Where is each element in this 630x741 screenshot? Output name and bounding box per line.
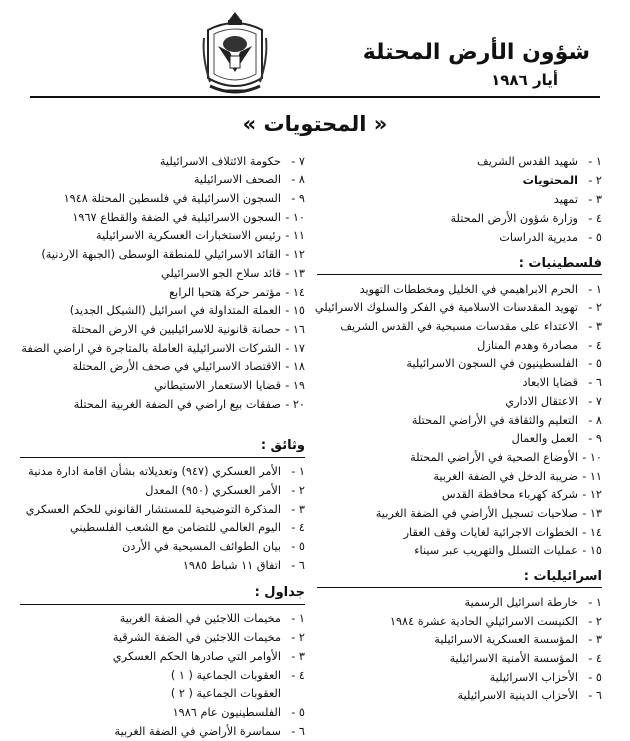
item-text: اتفاق ١١ شباط ١٩٨٥ (182, 558, 281, 572)
item-number: ١ - (588, 596, 602, 609)
item-number: ٩ - (588, 432, 602, 446)
palestinians-list (314, 280, 602, 560)
item-text: الاعتقال الاداري (505, 394, 578, 408)
item-number: ٥ - (588, 670, 602, 684)
left-column (20, 152, 305, 741)
item-number: ٦ - (588, 376, 602, 390)
item-text: السجون الاسرائيلية في فلسطين المحتلة ١٩٤٨ (63, 192, 281, 206)
item-number: ١ - (291, 612, 305, 626)
item-number: ١٣ - (285, 266, 305, 280)
list-item[interactable] (317, 430, 602, 449)
item-text: حكومة الائتلاف الاسرائيلية (159, 154, 281, 168)
item-number: ٢ - (291, 631, 305, 645)
list-item[interactable] (20, 171, 305, 190)
list-item[interactable] (20, 245, 305, 264)
item-number: ٦ - (291, 558, 305, 572)
item-text: مؤتمر حركة هتحيا الرابع (169, 285, 281, 299)
item-text: شركة كهرباء محافظة القدس (441, 488, 578, 502)
list-item[interactable] (20, 189, 305, 208)
item-text: الصحف الاسرائيلية (193, 173, 281, 187)
section-heading-tables: جداول : (254, 585, 305, 601)
list-item[interactable] (20, 339, 305, 358)
item-text: الفلسطينيون عام ١٩٨٦ (172, 705, 281, 719)
list-item[interactable] (20, 320, 305, 339)
right-column (314, 152, 602, 705)
item-text: تهويد المقدسات الاسلامية في الفكر والسلوك الاسرائيلي (314, 301, 578, 315)
list-item[interactable] (20, 208, 305, 227)
publication-title: شؤون الأرض المحتلة (362, 40, 590, 65)
list-item[interactable] (20, 537, 305, 556)
list-item[interactable] (20, 264, 305, 283)
item-number: ٨ - (291, 173, 305, 187)
list-item[interactable] (317, 355, 602, 374)
section-heading-israeli: اسرائيليات : (523, 568, 602, 584)
list-item[interactable] (317, 228, 602, 247)
item-text: الحرم الابراهيمي في الخليل ومخططات التهويد (359, 282, 578, 296)
list-item[interactable] (317, 504, 602, 523)
item-number: ٣ - (588, 192, 602, 206)
section-heading-palestinians: فلسطينيات : (518, 255, 602, 271)
item-number: ٤ - (588, 652, 602, 666)
item-number: ١١ - (582, 469, 602, 483)
list-item[interactable] (317, 668, 602, 687)
list-item[interactable] (317, 392, 602, 411)
item-number: ١٣ - (582, 506, 602, 520)
coat-of-arms-emblem (200, 8, 270, 100)
item-text: الأوامر التي صادرها الحكم العسكري (112, 649, 281, 663)
item-text: الكنيست الاسرائيلي الحادية عشرة ١٩٨٤ (389, 614, 578, 628)
list-item[interactable] (317, 171, 602, 190)
list-item[interactable] (20, 302, 305, 321)
item-text: مخيمات اللاجئين في الضفة الشرقية (112, 631, 281, 645)
publication-date: أيار ١٩٨٦ (491, 71, 558, 89)
item-number: ١٤ - (285, 285, 305, 299)
item-text: الفلسطينيون في السجون الاسرائيلية (406, 357, 578, 371)
item-number: ٤ - (588, 211, 602, 225)
item-text: سماسرة الأراضي في الضفة الغربية (114, 724, 281, 738)
list-item[interactable] (317, 687, 602, 706)
list-item[interactable] (317, 486, 602, 505)
item-number: ٣ - (588, 633, 602, 647)
list-item[interactable] (20, 703, 305, 722)
list-item[interactable] (20, 481, 305, 500)
list-item[interactable] (20, 722, 305, 741)
item-text: الخطوات الاجرائية لغايات وقف العقار (403, 525, 578, 539)
list-item[interactable] (317, 542, 602, 561)
list-item[interactable] (317, 523, 602, 542)
item-text: العقوبات الجماعية ( ٢ ) (170, 687, 281, 701)
list-item[interactable] (317, 411, 602, 430)
item-text: السجون الاسرائيلية في الضفة والقطاع ١٩٦٧ (72, 210, 281, 224)
list-item[interactable] (317, 612, 602, 631)
item-number: ١٥ - (582, 544, 602, 558)
item-number: ١ - (588, 282, 602, 296)
item-text: مديرية الدراسات (499, 230, 578, 244)
item-number: ٧ - (588, 394, 602, 408)
item-text: صلاحيات تسجيل الأراضي في الضفة الغربية (375, 506, 578, 520)
israeli-list (317, 593, 602, 705)
item-number: ١٥ - (285, 304, 305, 318)
item-text: الشركات الاسرائيلية العاملة بالمتاجرة في اراضي الضفة (21, 341, 281, 355)
list-item[interactable] (317, 209, 602, 228)
list-item[interactable] (20, 556, 305, 575)
item-text: الأمر العسكري (٩٤٧) وتعديلاته بشأن اقامة ادارة مدنية (28, 465, 281, 479)
item-text: حصانة قانونية للاسرائيليين في الارض المحتلة (71, 322, 281, 336)
item-text: الأوضاع الصحية في الأراضي المحتلة (410, 450, 578, 464)
list-item[interactable] (317, 649, 602, 668)
item-text: مصادرة وهدم المنازل (477, 338, 578, 352)
item-text: الاعتداء على مقدسات مسيحية في القدس الشريف (340, 320, 578, 334)
item-text: بيان الطوائف المسيحية في الأردن (122, 540, 281, 554)
item-number: ٨ - (588, 413, 602, 427)
item-text: وزارة شؤون الأرض المحتلة (450, 211, 578, 225)
item-text: تمهيد (553, 192, 578, 206)
section-rule (20, 604, 305, 605)
item-number: ٥ - (588, 230, 602, 244)
item-text: رئيس الاستخبارات العسكرية الاسرائيلية (96, 229, 281, 243)
item-number: ١٩ - (285, 378, 305, 392)
section-rule (317, 274, 602, 275)
item-text: ضريبة الدخل في الضفة الغربية (433, 469, 578, 483)
item-text: عمليات التسلل والتهريب عبر سيناء (414, 544, 578, 558)
list-item[interactable] (20, 500, 305, 519)
item-text: مخيمات اللاجئين في الضفة الغربية (119, 612, 281, 626)
item-text: خارطة اسرائيل الرسمية (464, 596, 578, 609)
list-item[interactable] (317, 467, 602, 486)
item-number: ١٠ - (285, 210, 305, 224)
list-item[interactable] (317, 593, 602, 612)
item-number: ١٧ - (285, 341, 305, 355)
item-text: العقوبات الجماعية ( ١ ) (170, 668, 281, 682)
item-number: ٢ - (588, 614, 602, 628)
item-text: المؤسسة العسكرية الاسرائيلية (434, 633, 578, 647)
list-item[interactable] (20, 628, 305, 647)
israeli-continued-list (20, 152, 305, 414)
list-item[interactable] (20, 647, 305, 666)
item-number: ٤ - (588, 338, 602, 352)
list-item[interactable] (20, 358, 305, 377)
section-rule (317, 587, 602, 588)
tables-list (20, 610, 305, 741)
item-text: الأحزاب الاسرائيلية (489, 670, 578, 684)
item-text: الاقتصاد الاسرائيلي في صحف الأرض المحتلة (72, 360, 281, 374)
item-number: ٥ - (588, 357, 602, 371)
item-number: ١٢ - (582, 488, 602, 502)
list-item[interactable] (317, 336, 602, 355)
item-text: قضايا الابعاد (522, 376, 578, 390)
item-number: ٤ - (291, 521, 305, 535)
item-number: ١ - (291, 465, 305, 479)
item-text: الأمر العسكري (٩٥٠) المعدل (145, 484, 281, 497)
item-number: ٣ - (291, 649, 305, 663)
list-item[interactable] (20, 463, 305, 482)
item-number: ٣ - (588, 320, 602, 334)
section-heading-documents: وثائق : (260, 438, 305, 454)
item-number: ٥ - (291, 705, 305, 719)
item-number: ٦ - (291, 724, 305, 738)
list-item[interactable] (20, 227, 305, 246)
item-text: قائد سلاح الجو الاسرائيلي (160, 266, 281, 280)
item-number: ١٦ - (285, 322, 305, 336)
item-text: القائد الاسرائيلي للمنطقة الوسطى (الجبهة الاردنية) (41, 248, 281, 262)
header-rule (30, 96, 600, 98)
item-number: ١٠ - (582, 450, 602, 464)
item-number: ٢ - (588, 301, 602, 315)
list-item[interactable] (317, 280, 602, 299)
list-item[interactable] (20, 152, 305, 171)
list-item[interactable] (317, 190, 602, 209)
list-item[interactable] (20, 666, 305, 685)
item-text: الأحزاب الدينية الاسرائيلية (457, 689, 578, 703)
contents-heading: « المحتويات » (242, 112, 388, 136)
item-text: اليوم العالمي للتضامن مع الشعب الفلسطيني (70, 521, 281, 535)
list-item[interactable] (20, 610, 305, 629)
list-item[interactable] (317, 373, 602, 392)
item-number: ١٨ - (285, 360, 305, 374)
item-text: العملة المتداولة في اسرائيل (الشيكل الجديد) (69, 304, 281, 318)
item-number: ٢ - (291, 484, 305, 497)
item-number: ١٤ - (582, 525, 602, 539)
documents-list (20, 463, 305, 575)
item-text: المؤسسة الأمنية الاسرائيلية (449, 652, 578, 666)
item-number: ٣ - (291, 502, 305, 516)
item-number: ١٢ - (285, 248, 305, 262)
list-item[interactable] (317, 152, 602, 171)
item-number: ٧ - (291, 154, 305, 168)
item-text: شهيد القدس الشريف (477, 154, 578, 168)
item-number: ٥ - (291, 540, 305, 554)
item-number: ٢ - (588, 173, 602, 187)
item-text: التعليم والثقافة في الأراضي المحتلة (411, 413, 578, 427)
list-item[interactable] (317, 448, 602, 467)
item-number: ١ - (588, 154, 602, 168)
item-number: ٦ - (588, 689, 602, 703)
list-item[interactable] (20, 283, 305, 302)
list-item[interactable] (317, 631, 602, 650)
item-number: ٤ - (291, 668, 305, 682)
section-rule (20, 457, 305, 458)
list-item[interactable] (20, 519, 305, 538)
list-item[interactable] (314, 299, 602, 318)
list-item[interactable] (20, 395, 305, 414)
item-number: ٢٠ - (285, 397, 305, 411)
item-text: قضايا الاستعمار الاستيطاني (154, 378, 281, 392)
list-item[interactable] (317, 317, 602, 336)
item-text: المحتويات (522, 173, 578, 187)
item-number: ١١ - (285, 229, 305, 243)
item-text: العمل والعمال (511, 432, 578, 446)
list-item[interactable] (20, 376, 305, 395)
general-list (317, 152, 602, 247)
item-number: ٩ - (291, 192, 305, 206)
item-text: صفقات بيع اراضي في الضفة الغربية المحتلة (73, 397, 281, 411)
item-text: المذكرة التوضيحية للمستشار القانوني للحكم العسكري (25, 502, 281, 516)
